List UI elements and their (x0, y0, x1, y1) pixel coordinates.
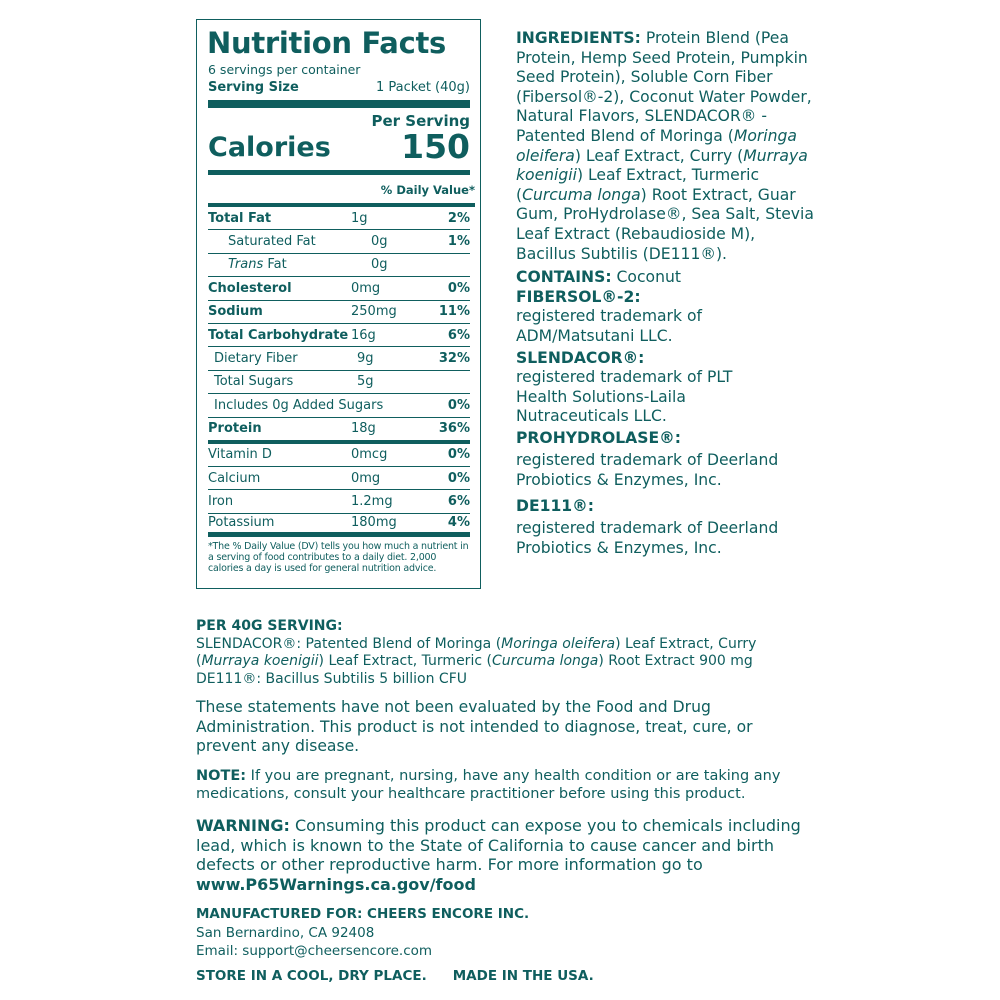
per-serving-text-1: SLENDACOR®: Patented Blend of Moringa ( (196, 635, 502, 652)
ingredients-text-3: ) Leaf Extract, Turmeric ( (516, 166, 760, 204)
fibersol-heading: FIBERSOL®-2: (516, 287, 641, 306)
nutrient-name: Includes 0g Added Sugars (214, 397, 384, 413)
ingredients-column (516, 29, 816, 558)
note-label: NOTE: (196, 768, 247, 784)
nutrient-row-potassium (208, 514, 470, 537)
ingredients-paragraph (516, 29, 816, 264)
nutrient-dv: 6% (447, 327, 470, 343)
contains-value: Coconut (611, 268, 681, 287)
fibersol-text: registered trademark of ADM/Matsutani LLC. (516, 307, 702, 345)
calories-value: 150 (401, 127, 470, 166)
nutrient-amount: 1.2mg (351, 493, 393, 509)
nutrient-amount: 5g (357, 374, 374, 390)
nutrient-row-total-sugars (208, 371, 470, 394)
nutrient-amount: 18g (351, 421, 376, 437)
nutrient-name: Total Carbohydrate (208, 327, 349, 343)
prohydrolase-heading: PROHYDROLASE®: (516, 428, 681, 447)
ingredients-italic-1: Moringa oleifera (516, 126, 797, 165)
warning-text: Consuming this product can expose you to chemicals including lead, which is known to the State of California to cause cancer and birth defects or other reproductive harm. For more information go to (196, 816, 801, 875)
nutrient-name: Total Fat (208, 210, 272, 226)
contains-label: CONTAINS: (516, 268, 612, 287)
note-text: If you are pregnant, nursing, have any health condition or are taking any medications, consult your healthcare practitioner before using this product. (196, 768, 781, 802)
nutrient-name: Cholesterol (208, 280, 292, 296)
nutrient-amount: 0mg (351, 280, 381, 296)
nutrient-dv: 0% (447, 397, 470, 413)
nutrient-row-total-carbohydrate (208, 324, 470, 347)
slendacor-heading: SLENDACOR®: (516, 348, 645, 367)
de111-heading: DE111®: (516, 496, 594, 515)
nutrient-amount: 9g (357, 351, 374, 367)
nutrient-row-added-sugars (208, 394, 470, 417)
nutrient-row-cholesterol (208, 277, 470, 300)
servings-per-container: 6 servings per container (208, 62, 361, 77)
per-serving-text-3: ) Leaf Extract, Turmeric ( (318, 653, 492, 669)
nutrient-dv: 0% (447, 280, 470, 296)
nutrient-amount: 250mg (351, 304, 397, 320)
ingredients-label: INGREDIENTS: (516, 29, 641, 47)
ingredients-text-2: ) Leaf Extract, Curry ( (574, 146, 744, 165)
nutrient-dv: 6% (447, 493, 470, 509)
storage-instruction: STORE IN A COOL, DRY PLACE. (196, 968, 427, 984)
nutrient-row-vitamin-d (208, 444, 470, 467)
per-serving-heading: PER 40G SERVING: (196, 618, 343, 634)
fda-statement: These statements have not been evaluated by the Food and Drug Administration. This product is not intended to diagnose, treat, cure, or prevent any disease. (196, 698, 753, 755)
per-serving-text-2: ) Leaf Extract, Curry ( (196, 635, 757, 669)
nutrient-name: Saturated Fat (228, 234, 316, 250)
warning-url: www.P65Warnings.ca.gov/food (196, 874, 476, 894)
nutrient-row-sodium (208, 301, 470, 324)
nutrient-dv: 2% (447, 210, 470, 226)
nutrient-amount: 1g (351, 210, 368, 226)
calories-label: Calories (208, 132, 331, 163)
nutrient-row-saturated-fat (208, 230, 470, 253)
nutrient-dv: 0% (447, 470, 470, 486)
manufacturer-heading: MANUFACTURED FOR: CHEERS ENCORE INC. (196, 906, 530, 922)
calories-row (208, 127, 470, 175)
per-serving-italic-2: Murraya koenigii (201, 653, 319, 669)
manufacturer-block (196, 905, 816, 961)
contains-line (516, 268, 816, 288)
nutrient-amount: 0g (371, 234, 388, 250)
nutrient-name: Dietary Fiber (214, 351, 298, 367)
serving-size-row (208, 78, 470, 108)
nutrient-name: Sodium (208, 304, 263, 320)
nutrient-dv: 11% (438, 304, 470, 320)
nutrient-dv: 4% (447, 515, 470, 531)
serving-size-label: Serving Size (208, 80, 299, 95)
note-block (196, 768, 816, 804)
serving-size-value: 1 Packet (40g) (375, 80, 470, 95)
trans-fat-rest: Fat (263, 257, 287, 273)
footer-line (196, 967, 816, 985)
nutrient-name: Protein (208, 421, 262, 437)
nutrient-amount: 0mg (351, 470, 381, 486)
prohydrolase-text: registered trademark of Deerland Probiotics & Enzymes, Inc. (516, 451, 779, 490)
nutrient-amount: 180mg (351, 515, 397, 531)
warning-label: WARNING: (196, 816, 290, 835)
nutrient-name: Total Sugars (214, 374, 294, 390)
nutrient-name (208, 257, 371, 272)
nutrient-row-protein (208, 418, 470, 444)
nutrient-amount: 16g (351, 327, 376, 343)
per-serving-line-2: DE111®: Bacillus Subtilis 5 billion CFU (196, 670, 467, 687)
daily-value-header: % Daily Value* (208, 175, 475, 207)
ingredients-text-4: ) Root Extract, Guar Gum, ProHydrolase®, Sea Salt, Stevia Leaf Extract (Rebaudioside M), Bacillus Subtilis (DE111®). (516, 185, 814, 263)
nutrient-row-iron (208, 490, 470, 513)
daily-value-footnote: *The % Daily Value (DV) tells you how much a nutrient in a serving of food contributes to a daily diet. 2,000 calories a day is used for general nutrition advice. (208, 541, 469, 575)
nutrient-dv: 36% (438, 421, 470, 437)
per-serving-text-4: ) Root Extract 900 mg (598, 653, 753, 669)
per-serving-italic-1: Moringa oleifera (501, 635, 616, 652)
nutrition-facts-title: Nutrition Facts (207, 26, 446, 60)
nutrient-row-dietary-fiber (208, 347, 470, 370)
nutrient-name: Vitamin D (208, 447, 272, 463)
slendacor-text: registered trademark of PLT Health Solutions-Laila Nutraceuticals LLC. (516, 368, 733, 426)
ingredients-italic-3: Curcuma longa (522, 185, 641, 204)
nutrient-row-total-fat (208, 207, 470, 230)
trans-italic: Trans (228, 257, 264, 273)
per-serving-line-1 (196, 636, 816, 671)
per-serving-label: Per Serving (371, 112, 470, 130)
warning-block (196, 816, 801, 894)
nutrient-name: Calcium (208, 470, 261, 486)
nutrition-facts-panel (196, 19, 481, 589)
de111-text: registered trademark of Deerland Probiotics & Enzymes, Inc. (516, 519, 779, 557)
per-serving-italic-3: Curcuma longa (491, 653, 599, 669)
nutrient-dv: 32% (438, 351, 470, 367)
nutrient-name: Iron (208, 493, 234, 509)
nutrient-row-calcium (208, 467, 470, 490)
per-serving-block (196, 618, 816, 688)
made-in-usa: MADE IN THE USA. (452, 968, 594, 984)
nutrient-amount: 0mcg (351, 447, 388, 463)
nutrient-amount: 0g (371, 257, 388, 273)
manufacturer-address: San Bernardino, CA 92408 (196, 924, 375, 941)
nutrient-dv: 0% (447, 447, 470, 463)
nutrient-row-trans-fat (208, 254, 470, 277)
ingredients-italic-2: Murraya koenigii (516, 146, 808, 185)
manufacturer-email: Email: support@cheersencore.com (196, 943, 433, 959)
nutrient-dv: 1% (447, 234, 470, 250)
nutrient-name: Potassium (208, 515, 275, 531)
ingredients-text-1: Protein Blend (Pea Protein, Hemp Seed Protein, Pumpkin Seed Protein), Soluble Corn Fiber (Fibersol®-2), Coconut Water Powder, Natural Flavors, SLENDACOR® - Patented Blend of Moringa ( (516, 29, 812, 145)
